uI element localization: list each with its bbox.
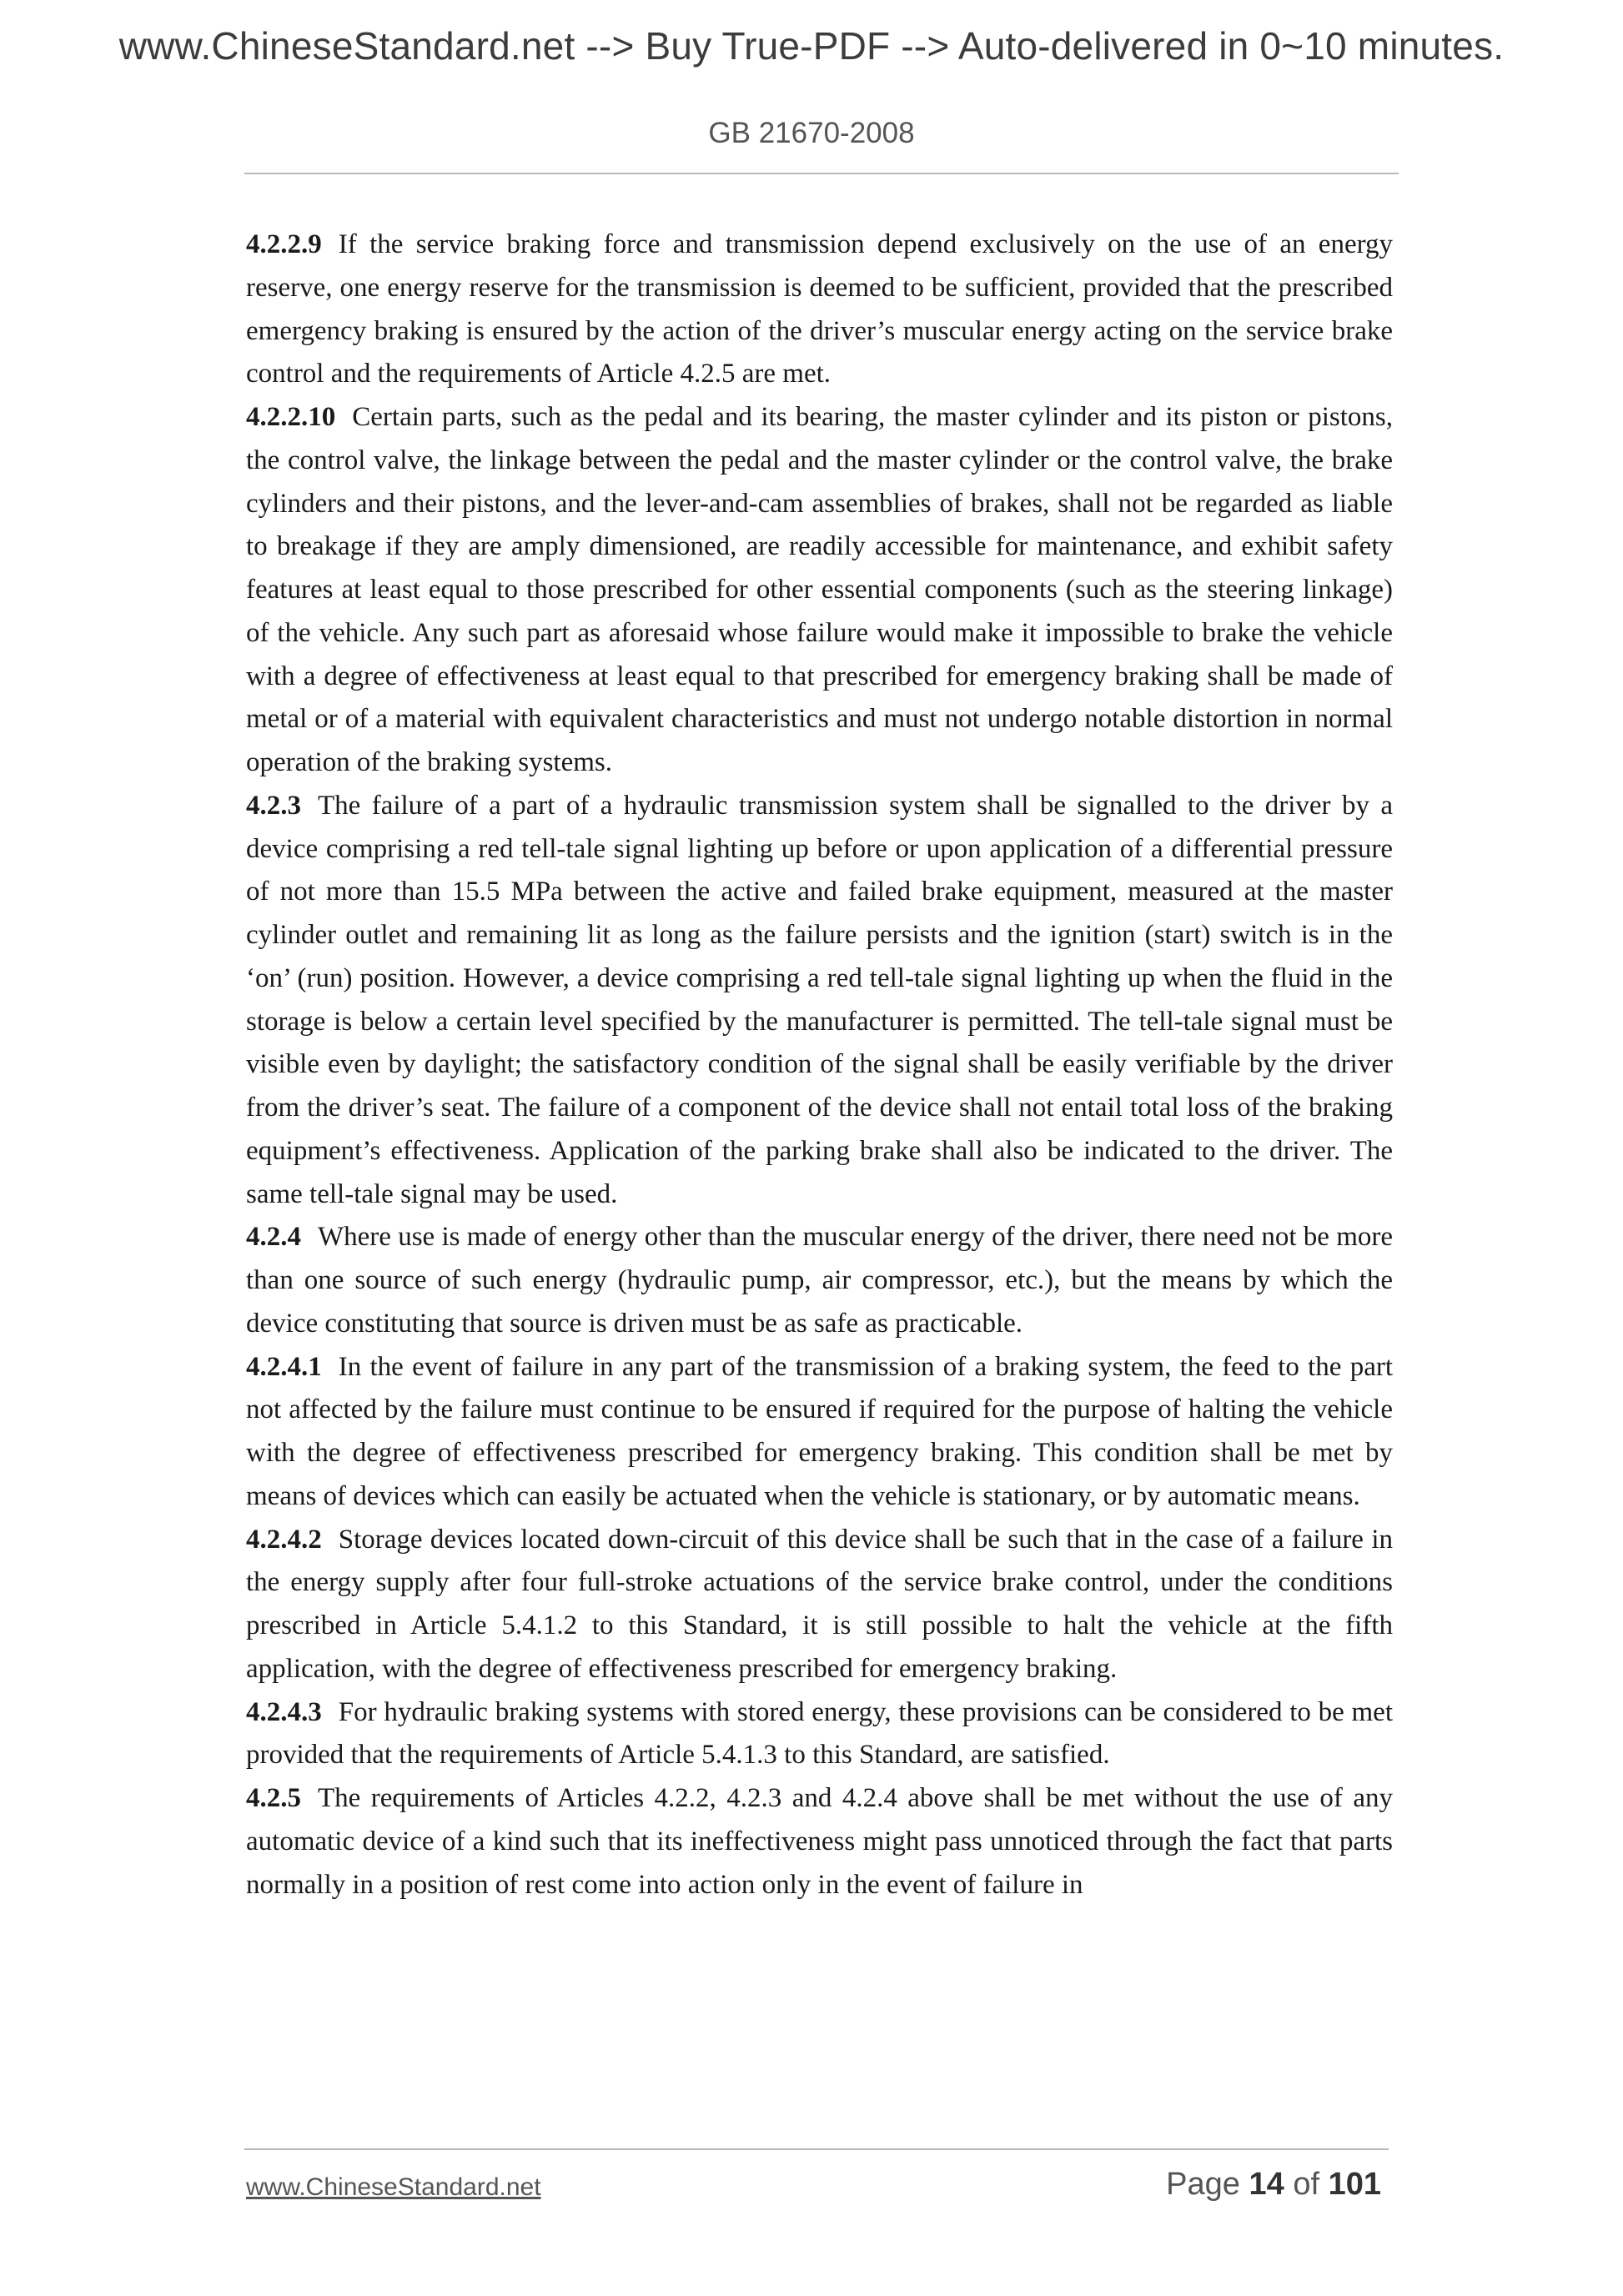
clause-text: Where use is made of energy other than the muscular energy of the driver, there need not be more than one source of such energy (hydraulic pump, air compressor, etc.), but the means by which the device constituting that source is driven must be as safe as practicable. bbox=[246, 1222, 1393, 1339]
document-code: GB 21670-2008 bbox=[708, 117, 915, 149]
clause-number: 4.2.4.3 bbox=[246, 1696, 322, 1727]
header-divider bbox=[244, 173, 1399, 174]
clause-number: 4.2.2.10 bbox=[246, 402, 336, 432]
clause-text: The requirements of Articles 4.2.2, 4.2.3 and 4.2.4 above shall be met without the use of any automatic device of a kind such that its ineffectiveness might pass unnoticed through the fact that parts normally in a position of rest come into action only in the event of failure in bbox=[246, 1783, 1393, 1900]
clause-text: Storage devices located down-circuit of this device shall be such that in the case of a failure in the energy supply after four full-stroke actuations of the service brake control, under the conditions prescribed in Article 5.4.1.2 to this Standard, it is still possible to halt the vehicle at the fifth application, with the degree of effectiveness prescribed for emergency braking. bbox=[246, 1524, 1393, 1684]
clause-number: 4.2.2.9 bbox=[246, 229, 322, 259]
clause-4-2-3 bbox=[246, 785, 1393, 1217]
clause-number: 4.2.5 bbox=[246, 1783, 301, 1813]
clause-4-2-5 bbox=[246, 1777, 1393, 1907]
clause-number: 4.2.4.2 bbox=[246, 1524, 322, 1555]
page-indicator bbox=[1166, 2167, 1381, 2203]
page-total: 101 bbox=[1328, 2167, 1381, 2202]
clause-4-2-2-10 bbox=[246, 396, 1393, 785]
page-current: 14 bbox=[1249, 2167, 1284, 2202]
page-label: Page bbox=[1166, 2167, 1240, 2202]
clause-number: 4.2.4.1 bbox=[246, 1351, 322, 1382]
clause-4-2-4-2 bbox=[246, 1519, 1393, 1691]
clause-text: If the service braking force and transmission depend exclusively on the use of an energy reserve, one energy reserve for the transmission is deemed to be sufficient, provided that the prescribed emergency braking is ensured by the action of the driver’s muscular energy acting on the service brake control and the requirements of Article 4.2.5 are met. bbox=[246, 229, 1393, 389]
clause-4-2-2-9 bbox=[246, 224, 1393, 396]
clause-number: 4.2.3 bbox=[246, 790, 301, 821]
clause-text: In the event of failure in any part of the transmission of a braking system, the feed to the part not affected by the failure must continue to be ensured if required for the purpose of halting the vehicle with the degree of effectiveness prescribed for emergency braking. This condition shall be met by means of devices which can easily be actuated when the vehicle is stationary, or by automatic means. bbox=[246, 1351, 1393, 1511]
header-banner: www.ChineseStandard.net --> Buy True-PDF --> Auto-delivered in 0~10 minutes. bbox=[118, 24, 1505, 68]
clause-text: Certain parts, such as the pedal and its bearing, the master cylinder and its piston or pistons, the control valve, the linkage between the pedal and the master cylinder or the control valve, the brake cylinders and their pistons, and the lever-and-cam assemblies of brakes, shall not be regarded as liable to breakage if they are amply dimensioned, are readily accessible for maintenance, and exhibit safety features at least equal to those prescribed for other essential components (such as the steering linkage) of the vehicle. Any such part as aforesaid whose failure would make it impossible to brake the vehicle with a degree of effectiveness at least equal to that prescribed for emergency braking shall be made of metal or of a material with equivalent characteristics and must not undergo notable distortion in normal operation of the braking systems. bbox=[246, 402, 1393, 777]
clause-number: 4.2.4 bbox=[246, 1222, 301, 1253]
page-separator: of bbox=[1293, 2167, 1320, 2202]
footer-site-link[interactable]: www.ChineseStandard.net bbox=[246, 2173, 541, 2201]
clause-text: The failure of a part of a hydraulic transmission system shall be signalled to the driver by a device comprising a red tell-tale signal lighting up before or upon application of a differential pressure of not more than 15.5 MPa between the active and failed brake equipment, measured at the master cylinder outlet and remaining lit as long as the failure persists and the ignition (start) switch is in the ‘on’ (run) position. However, a device comprising a red tell-tale signal lighting up when the fluid in the storage is below a certain level specified by the manufacturer is permitted. The tell-tale signal must be visible even by daylight; the satisfactory condition of the signal shall be easily verifiable by the driver from the driver’s seat. The failure of a component of the device shall not entail total loss of the braking equipment’s effectiveness. Application of the parking brake shall also be indicated to the driver. The same tell-tale signal may be used. bbox=[246, 790, 1393, 1209]
clause-text: For hydraulic braking systems with stored energy, these provisions can be considered to be met provided that the requirements of Article 5.4.1.3 to this Standard, are satisfied. bbox=[246, 1696, 1393, 1771]
document-body bbox=[246, 224, 1393, 1907]
footer-divider bbox=[244, 2148, 1389, 2150]
clause-4-2-4 bbox=[246, 1216, 1393, 1345]
clause-4-2-4-1 bbox=[246, 1346, 1393, 1519]
clause-4-2-4-3 bbox=[246, 1691, 1393, 1778]
